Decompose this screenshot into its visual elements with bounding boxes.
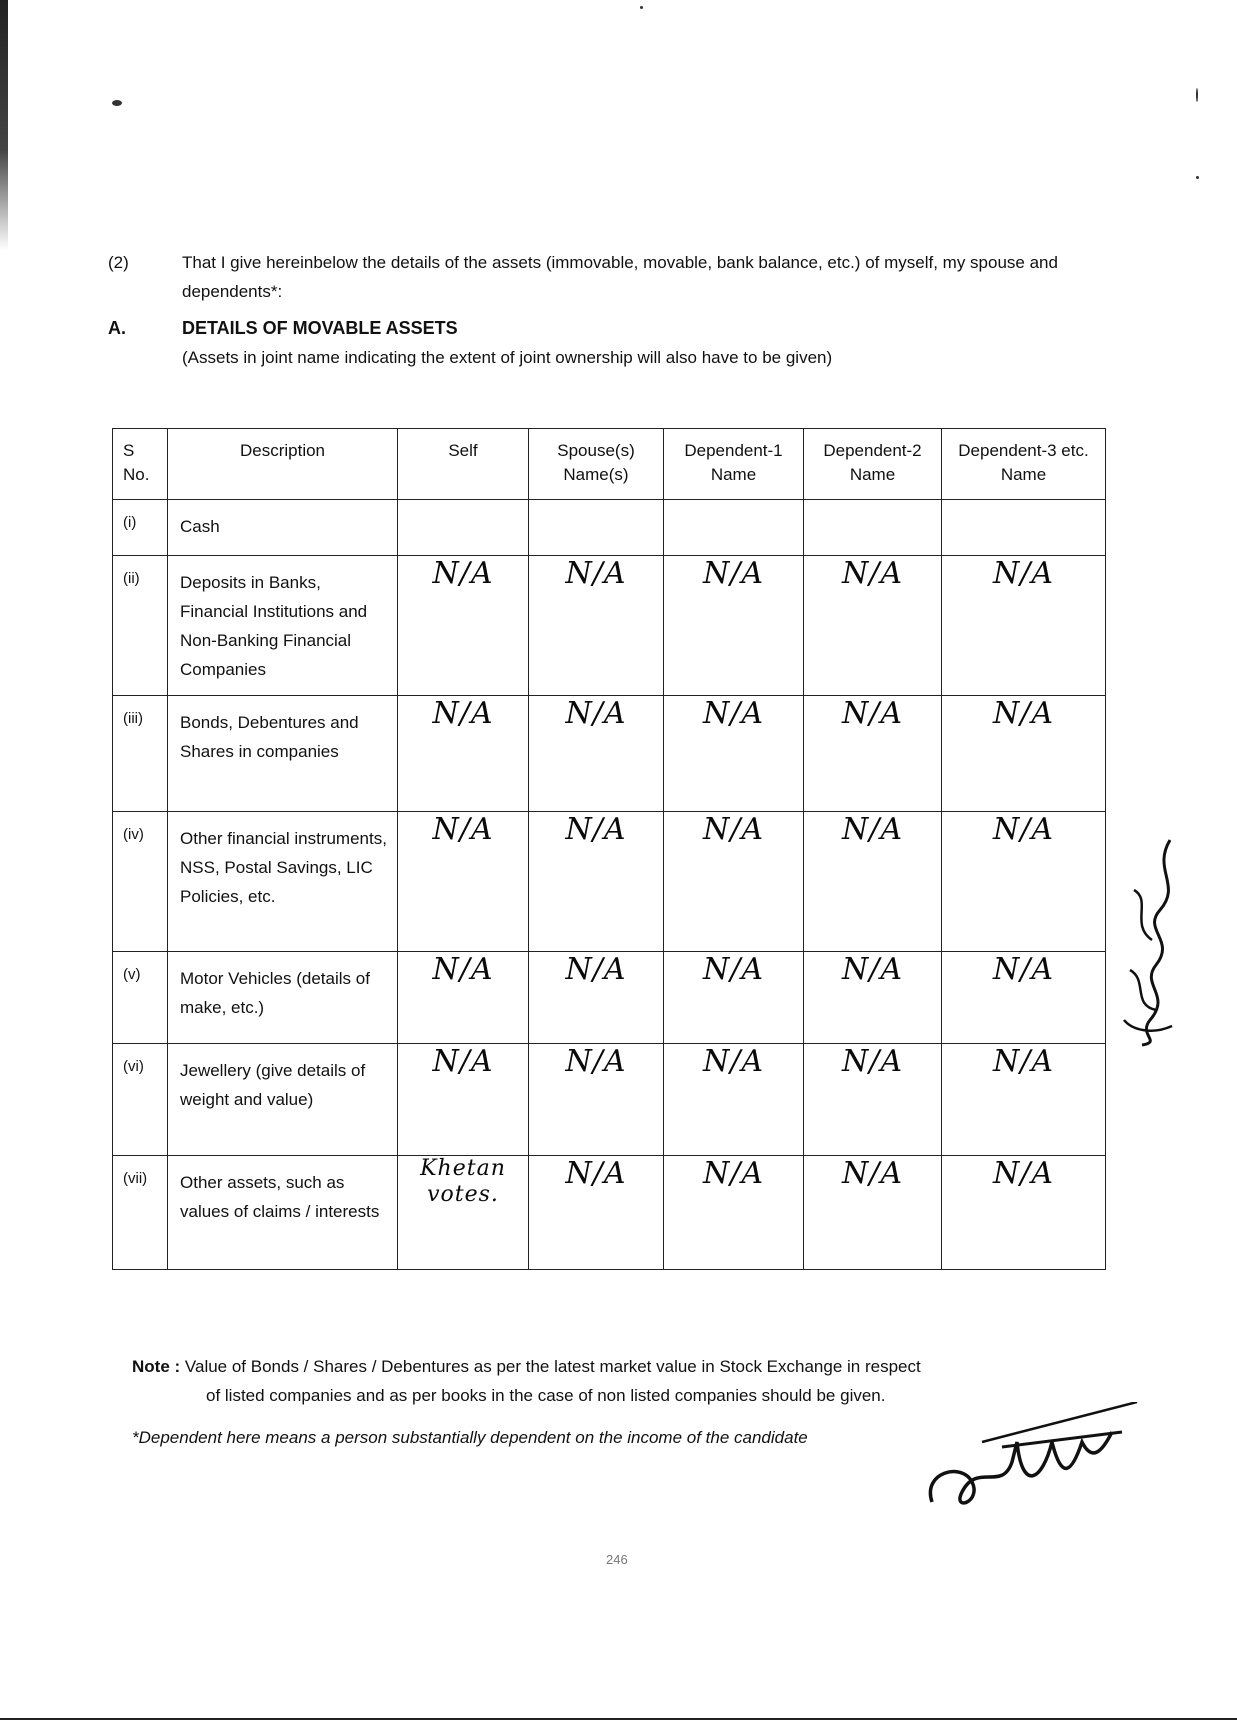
scan-speck: [1196, 176, 1199, 179]
table-row: [113, 952, 1106, 1044]
row-sno: (vi): [113, 1044, 168, 1156]
row-sno: (i): [113, 500, 168, 556]
value-cell: [398, 696, 529, 812]
row-description: Deposits in Banks, Financial Institutions and Non-Banking Financial Companies: [168, 556, 398, 696]
margin-signature: [1112, 830, 1192, 1050]
row-description: Bonds, Debentures and Shares in companies: [168, 696, 398, 812]
header-dependent-2: Dependent-2 Name: [804, 429, 942, 500]
handwritten-value: N/A: [702, 812, 765, 847]
handwritten-value: N/A: [992, 696, 1055, 731]
handwritten-value: N/A: [992, 1156, 1055, 1191]
value-cell: [529, 952, 664, 1044]
handwritten-value: N/A: [702, 556, 765, 591]
header-description: Description: [168, 429, 398, 500]
header-spouse: Spouse(s) Name(s): [529, 429, 664, 500]
header-self: Self: [398, 429, 529, 500]
value-cell: [804, 500, 942, 556]
scan-edge-shadow: [0, 0, 8, 250]
handwritten-value: N/A: [841, 1044, 904, 1079]
value-cell: [398, 952, 529, 1044]
handwritten-value: Khetan votes.: [420, 1156, 506, 1207]
row-description: Cash: [168, 500, 398, 556]
value-cell: [942, 500, 1106, 556]
note-line-2: of listed companies and as per books in the case of non listed companies should be given.: [206, 1386, 886, 1405]
scan-bottom-edge: [0, 1718, 1237, 1720]
section-letter: A.: [108, 318, 126, 338]
dependent-footnote: *Dependent here means a person substantially dependent on the income of the candidate: [132, 1428, 808, 1447]
value-cell: [664, 500, 804, 556]
handwritten-value: N/A: [992, 556, 1055, 591]
note-label: Note :: [132, 1357, 181, 1376]
value-cell: [942, 1044, 1106, 1156]
value-cell: [804, 812, 942, 952]
scan-speck: [640, 6, 643, 9]
value-cell: [942, 952, 1106, 1044]
value-cell: [804, 556, 942, 696]
row-sno: (ii): [113, 556, 168, 696]
handwritten-value: N/A: [992, 1044, 1055, 1079]
row-description: Other financial instruments, NSS, Postal Savings, LIC Policies, etc.: [168, 812, 398, 952]
handwritten-value: N/A: [841, 1156, 904, 1191]
header-sno: S No.: [113, 429, 168, 500]
handwritten-value: N/A: [432, 556, 494, 591]
row-description: Other assets, such as values of claims / interests: [168, 1156, 398, 1270]
value-cell: [398, 1044, 529, 1156]
scan-speck: [1196, 88, 1198, 102]
value-cell: [398, 556, 529, 696]
handwritten-value: N/A: [432, 812, 494, 847]
handwritten-value: N/A: [702, 1044, 765, 1079]
handwritten-value: N/A: [841, 696, 904, 731]
value-cell: [804, 952, 942, 1044]
value-cell: [804, 696, 942, 812]
row-sno: (iii): [113, 696, 168, 812]
candidate-signature: [922, 1402, 1142, 1522]
value-cell: [664, 696, 804, 812]
table-row: [113, 556, 1106, 696]
handwritten-value: N/A: [702, 696, 765, 731]
handwritten-value: N/A: [565, 696, 627, 731]
table-row: [113, 1044, 1106, 1156]
table-row: [113, 812, 1106, 952]
value-cell: [398, 812, 529, 952]
handwritten-value: N/A: [841, 952, 904, 987]
row-sno: (v): [113, 952, 168, 1044]
handwritten-value: N/A: [992, 812, 1055, 847]
row-sno: (vii): [113, 1156, 168, 1270]
value-cell: [804, 1044, 942, 1156]
value-cell: [942, 1156, 1106, 1270]
table-header-row: [113, 429, 1106, 500]
handwritten-value: N/A: [702, 952, 765, 987]
value-cell: [664, 556, 804, 696]
value-cell: [664, 812, 804, 952]
movable-assets-table: [112, 428, 1106, 1270]
table-row: [113, 1156, 1106, 1270]
value-cell: [529, 696, 664, 812]
value-cell: [804, 1156, 942, 1270]
value-cell: [529, 1156, 664, 1270]
note-line-1: Value of Bonds / Shares / Debentures as per the latest market value in Stock Exchange in respect: [184, 1357, 921, 1376]
section-title: DETAILS OF MOVABLE ASSETS: [182, 318, 458, 338]
handwritten-value: N/A: [565, 952, 627, 987]
handwritten-value: N/A: [432, 952, 494, 987]
value-cell: [942, 696, 1106, 812]
header-dependent-1: Dependent-1 Name: [664, 429, 804, 500]
value-cell: [529, 812, 664, 952]
handwritten-value: N/A: [565, 1044, 627, 1079]
section-subnote: (Assets in joint name indicating the extent of joint ownership will also have to be given): [182, 348, 833, 367]
handwritten-value: N/A: [432, 1044, 494, 1079]
scan-speck: [112, 100, 122, 106]
handwritten-value: N/A: [841, 812, 904, 847]
intro-number: (2): [108, 253, 129, 272]
handwritten-value: N/A: [702, 1156, 765, 1191]
handwritten-value: N/A: [565, 812, 627, 847]
value-cell: [398, 500, 529, 556]
handwritten-value: N/A: [992, 952, 1055, 987]
table-row: [113, 500, 1106, 556]
value-cell: [398, 1156, 529, 1270]
value-cell: [942, 812, 1106, 952]
value-cell: [942, 556, 1106, 696]
header-dependent-3: Dependent-3 etc. Name: [942, 429, 1106, 500]
value-cell: [529, 1044, 664, 1156]
intro-text: That I give hereinbelow the details of the assets (immovable, movable, bank balance, etc.) of myself, my spouse and dependents*:: [182, 253, 1058, 301]
row-description: Jewellery (give details of weight and value): [168, 1044, 398, 1156]
row-description: Motor Vehicles (details of make, etc.): [168, 952, 398, 1044]
table-row: [113, 696, 1106, 812]
value-cell: [529, 556, 664, 696]
handwritten-value: N/A: [565, 1156, 627, 1191]
value-cell: [529, 500, 664, 556]
handwritten-value: N/A: [841, 556, 904, 591]
value-cell: [664, 1044, 804, 1156]
handwritten-value: N/A: [432, 696, 494, 731]
handwritten-value: N/A: [565, 556, 627, 591]
row-sno: (iv): [113, 812, 168, 952]
value-cell: [664, 1156, 804, 1270]
value-cell: [664, 952, 804, 1044]
page-number: 246: [606, 1552, 628, 1567]
